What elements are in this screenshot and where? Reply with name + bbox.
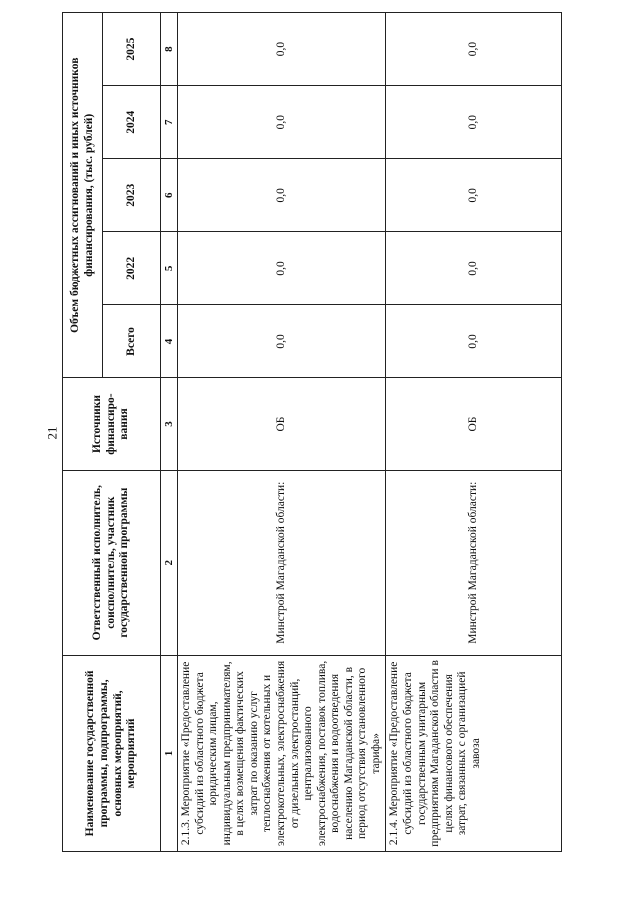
page-number: 21: [44, 426, 60, 440]
header-year-2022: 2022: [103, 232, 161, 305]
table-row: [386, 13, 562, 852]
column-number: 8: [161, 13, 178, 86]
header-name: Наименование государственной программы, подпрограммы, основных мероприятий, мероприятий: [63, 655, 161, 851]
column-number: 3: [161, 378, 178, 470]
header-total: Всего: [103, 305, 161, 378]
row-value-2025: 0,0: [178, 13, 386, 86]
row-source: ОБ: [386, 378, 562, 470]
row-name: 2.1.4. Мероприятие «Предоставление субсидий из областного бюджета государственным унитарным предприятиям Магаданской области в целях финансового обеспечения затрат, связанных с организацией завоза: [386, 655, 562, 851]
column-number: 2: [161, 470, 178, 655]
row-value-2024: 0,0: [178, 86, 386, 159]
row-value-2023: 0,0: [386, 159, 562, 232]
header-sources: Источники финансиро-вания: [63, 378, 161, 470]
header-year-2023: 2023: [103, 159, 161, 232]
row-value-total: 0,0: [178, 305, 386, 378]
row-executor: Минстрой Магаданской области:: [386, 470, 562, 655]
row-source: ОБ: [178, 378, 386, 470]
column-number: 7: [161, 86, 178, 159]
row-executor: Минстрой Магаданской области:: [178, 470, 386, 655]
row-value-2022: 0,0: [178, 232, 386, 305]
header-volume-group: Объем бюджетных ассигнований и иных источников финансирования, (тыс. рублей): [63, 13, 103, 378]
header-executor: Ответственный исполнитель, соисполнитель, участник государственной программы: [63, 470, 161, 655]
row-value-2025: 0,0: [386, 13, 562, 86]
column-number: 5: [161, 232, 178, 305]
row-value-2023: 0,0: [178, 159, 386, 232]
header-year-2025: 2025: [103, 13, 161, 86]
row-value-total: 0,0: [386, 305, 562, 378]
header-year-2024: 2024: [103, 86, 161, 159]
row-value-2024: 0,0: [386, 86, 562, 159]
column-number: 1: [161, 655, 178, 851]
column-number: 6: [161, 159, 178, 232]
row-name: 2.1.3. Мероприятие «Предоставление субсидий из областного бюджета юридическим лицам, индивидуальным предпринимателям, в целях возмещения фактических затрат по оказанию услуг теплоснабжения от котельных и электрокотельных, электроснабжения от дизельных электростанций, централизованного электроснабжения, поставок топлива, водоснабжения и водоотведения населению Магаданской области, в период отсутствия установленного тарифа»: [178, 655, 386, 851]
financing-table: [62, 12, 562, 852]
document-sheet: [62, 12, 562, 852]
row-value-2022: 0,0: [386, 232, 562, 305]
column-number: 4: [161, 305, 178, 378]
table-row: [178, 13, 386, 852]
